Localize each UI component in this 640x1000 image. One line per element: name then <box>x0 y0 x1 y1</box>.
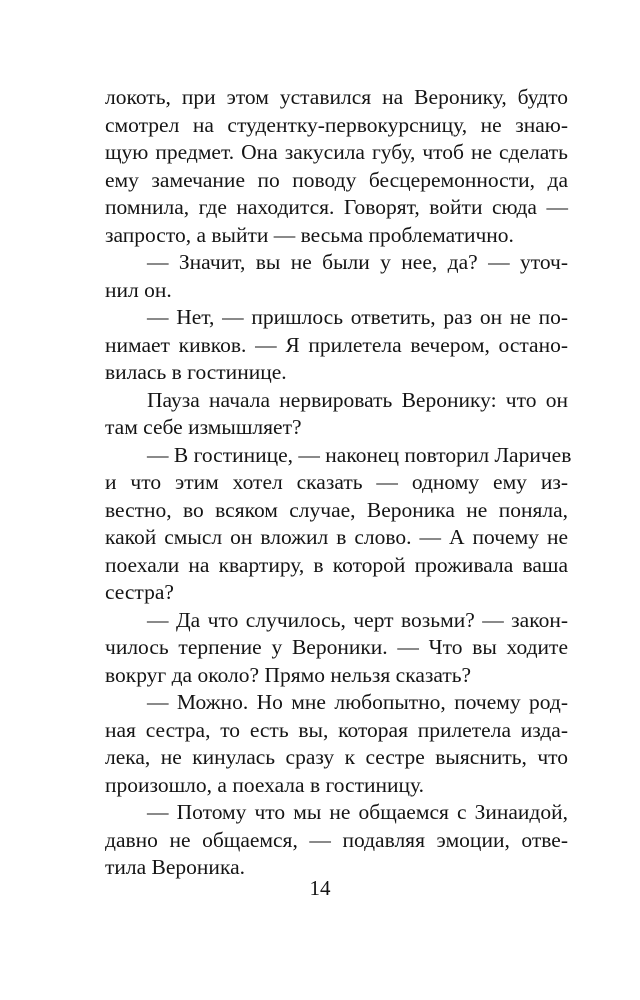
text-line: тила Вероника. <box>105 855 245 879</box>
text-line: поехали на квартиру, в которой проживала ваша <box>105 552 568 577</box>
text-line: лека, не кинулась сразу к сестре выяснить, что <box>105 745 568 769</box>
text-line: сестра? <box>105 580 174 604</box>
text-line: вокруг да около? Прямо нельзя сказать? <box>105 662 472 687</box>
text-line: нил он. <box>105 277 172 302</box>
text-line: запросто, а выйти — весьма проблематично. <box>105 222 514 247</box>
text-line: и что этим хотел сказать — одному ему из- <box>105 470 568 494</box>
text-line: ему замечание по поводу бесцеремонности, да <box>105 167 568 192</box>
text-line: помнила, где находится. Говорят, войти сюда — <box>105 195 568 219</box>
text-line: — Можно. Но мне любопытно, почему род- <box>147 690 568 714</box>
text-line: локоть, при этом уставился на Веронику, будто <box>105 85 568 109</box>
text-line: ная сестра, то есть вы, которая прилетела изда- <box>105 717 568 742</box>
text-line: какой смысл он вложил в слово. — А почему не <box>105 525 568 549</box>
body-text <box>105 84 572 882</box>
text-line: щую предмет. Она закусила губу, чтоб не сделать <box>105 140 568 164</box>
text-line: вестно, во всяком случае, Вероника не поняла, <box>105 497 568 522</box>
text-line: — Потому что мы не общаемся с Зинаидой, <box>147 800 568 824</box>
text-line: там себе измышляет? <box>105 415 302 439</box>
text-line: — В гостинице, — наконец повторил Ларичев <box>147 442 572 467</box>
text-line: — Значит, вы не были у нее, да? — уточ- <box>147 250 568 274</box>
text-line: вилась в гостинице. <box>105 360 287 384</box>
text-line: чилось терпение у Вероники. — Что вы ходите <box>105 635 568 659</box>
text-line: давно не общаемся, — подавляя эмоции, отве- <box>105 827 568 852</box>
page-number: 14 <box>309 876 331 900</box>
text-line: нимает кивков. — Я прилетела вечером, остано- <box>105 332 568 357</box>
text-line: — Да что случилось, черт возьми? — закон- <box>147 607 568 632</box>
text-line: смотрел на студентку-первокурсницу, не знаю- <box>105 112 568 137</box>
text-line: Пауза начала нервировать Веронику: что он <box>147 387 568 412</box>
text-line: — Нет, — пришлось ответить, раз он не по- <box>147 305 568 329</box>
text-line: произошло, а поехала в гостиницу. <box>105 772 424 797</box>
